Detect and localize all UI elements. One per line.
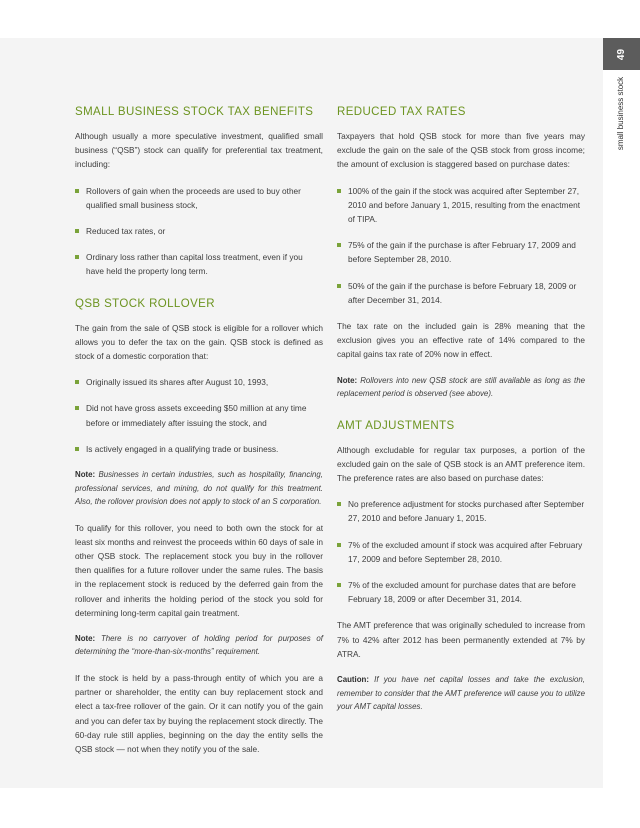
- paragraph: The gain from the sale of QSB stock is eligible for a rollover which allows you to defer the tax on the gain. QSB stock is defined as stock of a domestic corporation that:: [75, 322, 323, 362]
- heading-small-business-stock-tax-benefits: SMALL BUSINESS STOCK TAX BENEFITS: [75, 106, 314, 118]
- page-number: 49: [616, 48, 627, 60]
- paragraph: If the stock is held by a pass-through entity of which you are a partner or shareholder, the entity can buy replacement stock and elect a tax-free rollover of the gain. Or it can notify you of the gain and you can defer tax by buying the replacement stock directly. The 60-day rule still applies, beginning on the day the entity sells the QSB stock — not when they notify you of the sale.: [75, 672, 323, 754]
- list-item: [75, 401, 323, 429]
- bullet-square-icon: [337, 189, 341, 193]
- heading-amt-adjustments: AMT ADJUSTMENTS: [337, 419, 455, 432]
- list-item-text: Did not have gross assets exceeding $50 million at any time before or immediately after issuing the stock, and: [86, 403, 307, 428]
- caution-label: Caution:: [337, 675, 369, 685]
- left-column: [75, 105, 323, 768]
- paragraph: Although excludable for regular tax purposes, a portion of the excluded gain on the sale of QSB stock is an AMT preference item. The preference rates are also based on purchase dates:: [337, 444, 585, 484]
- bullet-list: [337, 497, 585, 606]
- right-column: [337, 105, 585, 726]
- page-number-tab: [603, 38, 640, 70]
- caution-note: [337, 673, 585, 714]
- list-item: [75, 250, 323, 278]
- bullet-square-icon: [337, 543, 341, 547]
- paragraph: Although usually a more speculative investment, qualified small business (“QSB”) stock can qualify for preferential tax treatment, including:: [75, 131, 323, 170]
- list-item-text: Rollovers of gain when the proceeds are used to buy other qualified small business stock,: [86, 185, 301, 210]
- list-item: [337, 238, 585, 266]
- note: [75, 632, 323, 659]
- note-text: Rollovers into new QSB stock are still available as long as the replacement period is observed (see above).: [337, 375, 585, 399]
- list-item: [337, 578, 585, 606]
- note-text: Businesses in certain industries, such as hospitality, financing, professional services, and mining, do not qualify for this treatment. Also, the rollover provision does not apply to stock of an S corporation.: [75, 470, 323, 507]
- heading-reduced-tax-rates: REDUCED TAX RATES: [337, 106, 466, 118]
- list-item: [75, 184, 323, 212]
- bullet-list: [75, 375, 323, 456]
- list-item-text: 7% of the excluded amount for purchase dates that are before February 18, 2009 or after December 31, 2014.: [348, 580, 576, 605]
- note-text: There is no carryover of holding period for purposes of determining the “more-than-six-months” requirement.: [75, 633, 323, 657]
- paragraph: Taxpayers that hold QSB stock for more than five years may exclude the gain on the sale of the QSB stock from gross income; the amount of exclusion is staggered based on purchase dates:: [337, 131, 585, 170]
- bullet-list: [75, 184, 323, 279]
- list-item-text: Originally issued its shares after August 10, 1993,: [86, 377, 269, 388]
- bullet-square-icon: [75, 447, 79, 451]
- paragraph: To qualify for this rollover, you need to both own the stock for at least six months and reinvest the proceeds within 60 days of sale in other QSB stock. The replacement stock you buy in the rollover then qualifies for a future rollover under the same rules. The basis in the replacement stock is reduced by the deferred gain from the rollover and inherits the holding period of the stock you sold for determining long-term capital gain treatment.: [75, 522, 323, 618]
- bullet-square-icon: [337, 284, 341, 288]
- list-item-text: 75% of the gain if the purchase is after February 17, 2009 and before September 28, 2010.: [348, 240, 576, 265]
- list-item: [337, 497, 585, 525]
- paragraph: The tax rate on the included gain is 28% meaning that the exclusion gives you an effective rate of 14% compared to the capital gains tax rate of 20% now in effect.: [337, 321, 585, 360]
- side-label-text: small business stock: [616, 76, 626, 150]
- caution-text: If you have net capital losses and take the exclusion, remember to consider that the AMT preference will cause you to utilize your AMT capital losses.: [337, 675, 585, 712]
- note-label: Note:: [75, 633, 96, 643]
- bullet-square-icon: [337, 583, 341, 587]
- note-label: Note:: [337, 375, 358, 385]
- bullet-square-icon: [75, 229, 79, 233]
- note-label: Note:: [75, 470, 96, 480]
- list-item-text: 50% of the gain if the purchase is before February 18, 2009 or after December 31, 2014.: [348, 280, 577, 305]
- list-item: [75, 224, 323, 238]
- bullet-list: [337, 184, 585, 307]
- bullet-square-icon: [75, 189, 79, 193]
- note: [75, 468, 323, 509]
- list-item-text: Is actively engaged in a qualifying trade or business.: [86, 443, 279, 454]
- bullet-square-icon: [337, 502, 341, 506]
- heading-qsb-stock-rollover: QSB STOCK ROLLOVER: [75, 297, 215, 310]
- list-item: [75, 375, 323, 389]
- list-item: [337, 279, 585, 307]
- bullet-square-icon: [75, 406, 79, 410]
- paragraph: The AMT preference that was originally scheduled to increase from 7% to 42% after 2012 has been permanently extended at 7% by ATRA.: [337, 620, 585, 659]
- list-item-text: Reduced tax rates, or: [86, 226, 166, 237]
- list-item: [75, 442, 323, 456]
- list-item-text: Ordinary loss rather than capital loss treatment, even if you have held the property long term.: [86, 252, 303, 277]
- bullet-square-icon: [75, 380, 79, 384]
- list-item-text: 100% of the gain if the stock was acquired after September 27, 2010 and before January 1, 2015, resulting from the enactment of TIPA.: [348, 185, 581, 225]
- bullet-square-icon: [75, 255, 79, 259]
- list-item-text: No preference adjustment for stocks purchased after September 27, 2010 and before January 1, 2015.: [348, 499, 585, 524]
- list-item: [337, 184, 585, 227]
- bullet-square-icon: [337, 243, 341, 247]
- list-item: [337, 538, 585, 566]
- list-item-text: 7% of the excluded amount if stock was acquired after February 17, 2009 and before September 28, 2010.: [348, 539, 583, 564]
- side-section-label: [612, 78, 630, 148]
- note: [337, 374, 585, 401]
